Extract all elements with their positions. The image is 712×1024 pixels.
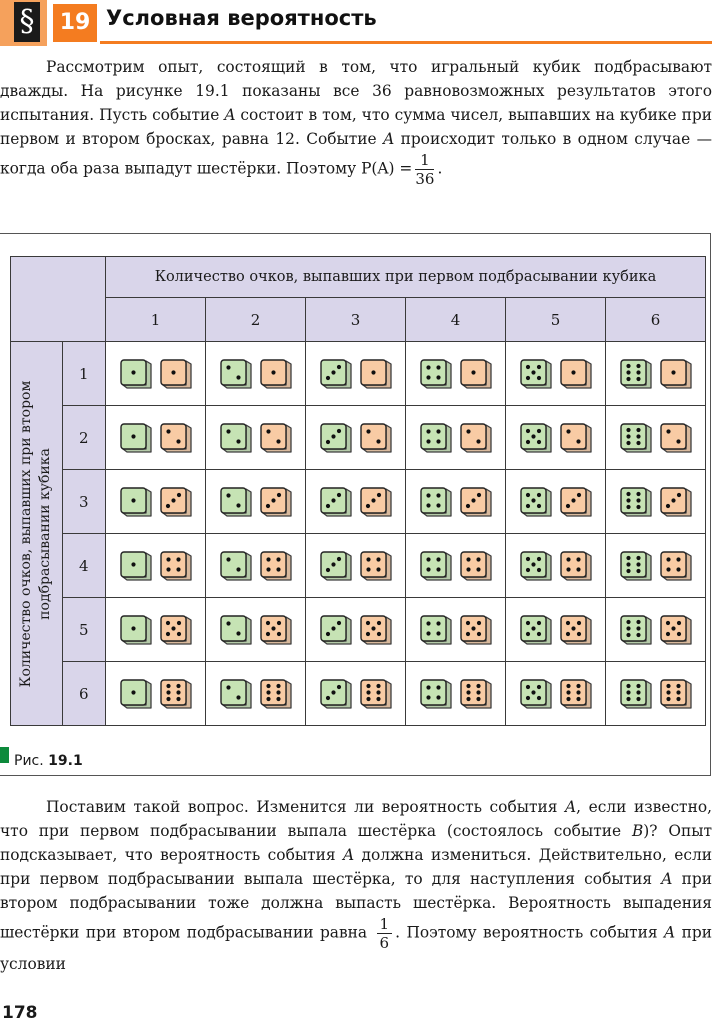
first-die-icon: [419, 486, 453, 518]
body-text-7: при условии: [0, 923, 712, 973]
section-symbol: §: [14, 2, 40, 42]
second-die-icon: [659, 614, 693, 646]
fraction-numerator: 1: [377, 915, 393, 934]
outcome-cell: [106, 342, 206, 406]
second-die-icon: [359, 550, 393, 582]
second-die-icon: [259, 614, 293, 646]
section-header: [0, 0, 712, 46]
second-die-icon: [159, 422, 193, 454]
second-die-icon: [359, 358, 393, 390]
second-die-icon: [459, 550, 493, 582]
second-die-icon: [359, 486, 393, 518]
figure-caption: [0, 747, 120, 773]
first-die-icon: [419, 550, 453, 582]
fraction-1-6: [377, 915, 393, 952]
intro-text-1: Рассмотрим опыт, состоящий в том, что игральный кубик подбрасывают дважды. На рисунке 19.1 показаны все 36 равновозможных результатов этого испытания. Пусть событие: [0, 58, 712, 124]
outcome-cell: [606, 342, 706, 406]
outcome-cell: [206, 470, 306, 534]
outcome-cell: [206, 534, 306, 598]
row-header-3: 3: [62, 470, 105, 534]
caption-number: 19.1: [48, 753, 83, 769]
outcome-cell: [206, 598, 306, 662]
row-header-6: 6: [62, 662, 105, 726]
outcome-cell: [506, 470, 606, 534]
column-header-4: 4: [406, 298, 506, 342]
outcome-cell: [406, 534, 506, 598]
outcome-cell: [606, 470, 706, 534]
outcome-cell: [106, 598, 206, 662]
formula-lhs: P(A) =: [361, 159, 413, 178]
page-number: 178: [2, 1003, 38, 1023]
row-header-2: 2: [62, 406, 105, 470]
second-die-icon: [459, 358, 493, 390]
outcome-cell: [606, 406, 706, 470]
column-header-1: 1: [106, 298, 206, 342]
second-die-icon: [659, 358, 693, 390]
var-a: A: [224, 106, 236, 124]
first-die-icon: [219, 486, 253, 518]
second-die-icon: [559, 678, 593, 710]
outcome-cell: [206, 342, 306, 406]
first-die-icon: [619, 358, 653, 390]
outcome-cell: [406, 406, 506, 470]
first-die-icon: [519, 422, 553, 454]
outcome-cell: [506, 342, 606, 406]
second-die-icon: [259, 678, 293, 710]
outcome-cell: [106, 534, 206, 598]
intro-text-2: состоит в том, что сумма чисел, выпавших на кубике при первом и втором бросках, равна 12. Событие: [0, 106, 712, 148]
row-header-1: 1: [62, 342, 105, 406]
first-die-icon: [519, 550, 553, 582]
second-die-icon: [459, 486, 493, 518]
first-die-icon: [219, 422, 253, 454]
second-die-icon: [359, 422, 393, 454]
second-die-icon: [559, 422, 593, 454]
outcome-cell: [506, 598, 606, 662]
section-number: 19: [53, 4, 97, 42]
body-text-3: )? Опыт подсказывает, что вероятность события: [0, 822, 712, 864]
first-die-icon: [219, 614, 253, 646]
first-die-icon: [619, 678, 653, 710]
first-die-icon: [219, 550, 253, 582]
var-b: B: [631, 822, 644, 840]
fraction-numerator: 1: [415, 151, 434, 170]
second-roll-header: Количество очков, выпавших при втором подбрасывании кубика: [18, 380, 54, 687]
second-die-icon: [259, 486, 293, 518]
body-text-2: , если известно, что при первом подбрасывании выпала шестёрка (состоялось событие: [0, 798, 712, 840]
second-die-icon: [159, 358, 193, 390]
second-die-icon: [259, 550, 293, 582]
second-die-icon: [459, 422, 493, 454]
first-die-icon: [319, 550, 353, 582]
first-die-icon: [319, 358, 353, 390]
row-header-4: 4: [62, 534, 105, 598]
outcome-cell: [106, 406, 206, 470]
end-punct: .: [437, 159, 443, 178]
second-die-icon: [359, 678, 393, 710]
first-die-icon: [419, 422, 453, 454]
body-paragraph: [0, 795, 712, 976]
second-die-icon: [259, 422, 293, 454]
first-die-icon: [419, 678, 453, 710]
second-die-icon: [659, 550, 693, 582]
first-die-icon: [519, 486, 553, 518]
fraction-denominator: 6: [379, 934, 390, 952]
body-text-6: . Поэтому вероятность события: [395, 923, 665, 942]
column-header-6: 6: [606, 298, 706, 342]
second-die-icon: [359, 614, 393, 646]
first-die-icon: [219, 678, 253, 710]
caption-marker: [0, 747, 9, 763]
outcome-cell: [606, 534, 706, 598]
first-roll-header: Количество очков, выпавших при первом подбрасывании кубика: [106, 257, 706, 298]
outcome-cell: [306, 662, 406, 726]
second-die-icon: [559, 550, 593, 582]
outcome-cell: [306, 470, 406, 534]
first-die-icon: [619, 614, 653, 646]
first-die-icon: [319, 486, 353, 518]
intro-text-3: происходит только в одном случае — когда оба раза выпадут шестёрки. Поэтому: [0, 130, 712, 178]
outcome-cell: [406, 598, 506, 662]
var-a: A: [664, 923, 676, 942]
second-die-icon: [459, 678, 493, 710]
first-die-icon: [519, 678, 553, 710]
second-die-icon: [159, 486, 193, 518]
outcome-cell: [306, 342, 406, 406]
first-die-icon: [219, 358, 253, 390]
first-die-icon: [419, 614, 453, 646]
header-rule: [100, 41, 712, 44]
table-corner: [11, 257, 106, 342]
outcome-cell: [606, 598, 706, 662]
intro-paragraph: [0, 55, 712, 188]
outcome-cell: [506, 662, 606, 726]
first-die-icon: [619, 422, 653, 454]
first-die-icon: [619, 550, 653, 582]
outcome-cell: [606, 662, 706, 726]
second-die-icon: [659, 678, 693, 710]
outcome-cell: [406, 342, 506, 406]
second-die-icon: [459, 614, 493, 646]
column-header-5: 5: [506, 298, 606, 342]
body-text-5: при втором подбрасывании тоже должна выпасть шестёрка. Вероятность выпадения шестёрки при втором подбрасывании равна: [0, 870, 712, 942]
fraction-1-36: [415, 151, 434, 188]
outcome-cell: [406, 662, 506, 726]
first-die-icon: [519, 614, 553, 646]
column-header-3: 3: [306, 298, 406, 342]
first-die-icon: [119, 678, 153, 710]
outcome-cell: [306, 534, 406, 598]
fraction-denominator: 36: [415, 170, 435, 188]
outcome-cell: [306, 598, 406, 662]
dice-outcomes-table: [10, 256, 706, 726]
second-die-icon: [559, 614, 593, 646]
outcome-cell: [206, 406, 306, 470]
var-a: A: [661, 870, 673, 888]
first-die-icon: [319, 422, 353, 454]
column-header-2: 2: [206, 298, 306, 342]
caption-prefix: Рис.: [14, 753, 44, 769]
var-a: A: [565, 798, 577, 816]
second-die-icon: [659, 422, 693, 454]
body-text-4: должна измениться. Действительно, если при первом подбрасывании выпала шестёрка, то для наступления события: [0, 846, 712, 888]
first-die-icon: [319, 614, 353, 646]
first-die-icon: [119, 486, 153, 518]
second-die-icon: [159, 678, 193, 710]
first-die-icon: [119, 422, 153, 454]
outcome-cell: [106, 662, 206, 726]
first-die-icon: [319, 678, 353, 710]
outcome-cell: [306, 406, 406, 470]
second-die-icon: [559, 358, 593, 390]
outcome-cell: [106, 470, 206, 534]
first-die-icon: [119, 358, 153, 390]
outcome-cell: [206, 662, 306, 726]
first-die-icon: [619, 486, 653, 518]
section-title: Условная вероятность: [106, 6, 377, 30]
second-die-icon: [159, 550, 193, 582]
first-die-icon: [419, 358, 453, 390]
second-die-icon: [259, 358, 293, 390]
outcome-cell: [406, 470, 506, 534]
second-die-icon: [659, 486, 693, 518]
outcome-cell: [506, 534, 606, 598]
outcome-cell: [506, 406, 606, 470]
second-die-icon: [159, 614, 193, 646]
var-a: A: [383, 130, 395, 148]
second-roll-header-cell: [11, 342, 63, 726]
second-die-icon: [559, 486, 593, 518]
first-die-icon: [119, 614, 153, 646]
row-header-5: 5: [62, 598, 105, 662]
first-die-icon: [519, 358, 553, 390]
first-die-icon: [119, 550, 153, 582]
var-a: A: [342, 846, 355, 864]
body-text-1: Поставим такой вопрос. Изменится ли вероятность события: [46, 798, 566, 816]
